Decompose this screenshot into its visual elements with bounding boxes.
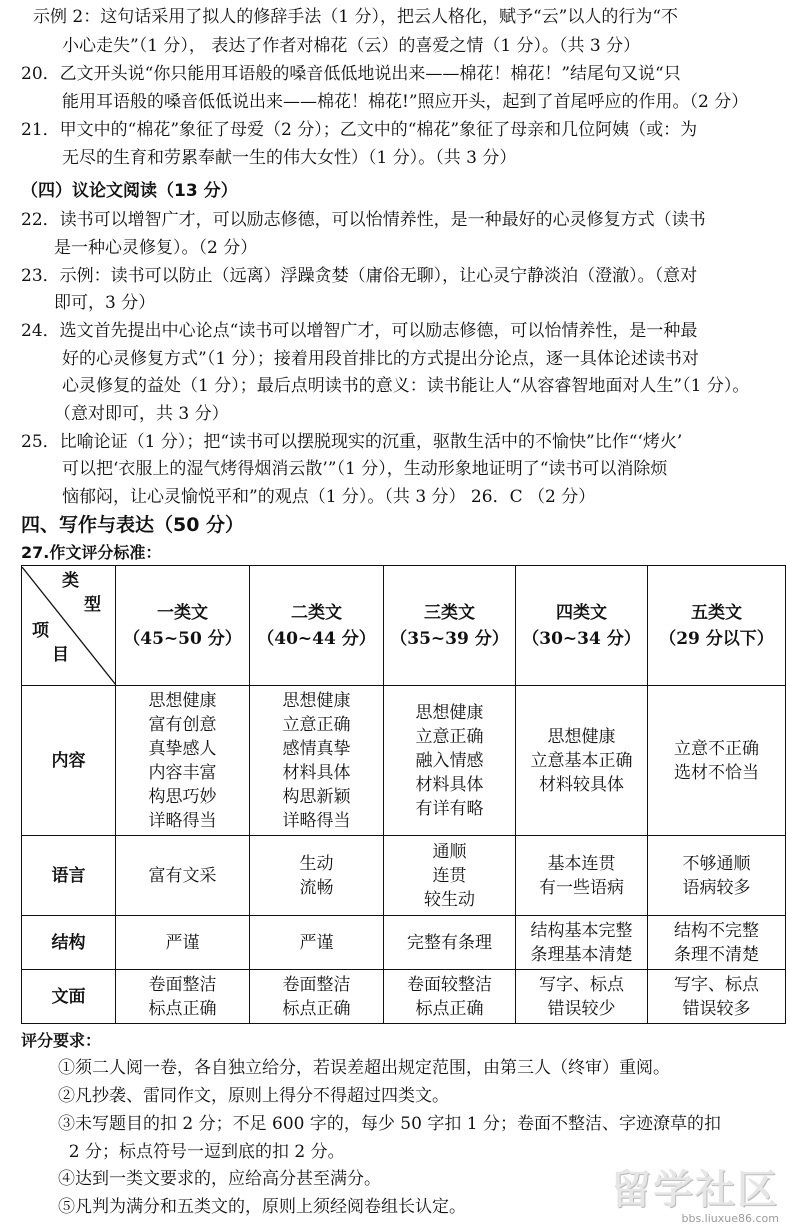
table-cell (648, 970, 786, 1024)
cell-line: 选材不恰当 (674, 762, 759, 783)
cell-line: 融入情感 (415, 750, 484, 771)
cell-line: 标点正确 (282, 998, 351, 1019)
cell-line: 基本连贯 (547, 853, 616, 874)
column-header: 三类文 （35~39 分） (384, 566, 516, 686)
cell-line: 卷面整洁 (148, 974, 217, 995)
answer-line: 恼郁闷，让心灵愉悦平和”的观点（1 分）。（共 3 分） 26．C （2 分） (62, 487, 596, 507)
cell-line: 立意正确 (282, 714, 351, 735)
cell-line: 标点正确 (148, 998, 217, 1019)
row-label: 语言 (22, 836, 116, 916)
corner-type-label: 类 (62, 570, 79, 591)
column-header: 一类文 （45~50 分） (116, 566, 250, 686)
cell-line: 条理基本清楚 (530, 944, 633, 965)
cell-line: 标点正确 (415, 998, 484, 1019)
row-label: 结构 (22, 916, 116, 970)
requirement-item: 2 分；标点符号一逗到底的扣 2 分。 (58, 1142, 345, 1162)
cell-line: 思想健康 (547, 726, 616, 747)
cell-line: 思想健康 (415, 702, 484, 723)
part-heading: 四、写作与表达（50 分） (21, 514, 245, 536)
answer-line: 23．示例：读书可以防止（远离）浮躁贪婪（庸俗无聊），让心灵宁静淡泊（澄澈）。（意对 (21, 266, 698, 286)
table-cell (516, 916, 648, 970)
cell-line: 较生动 (424, 889, 475, 910)
cell-line: 严谨 (165, 932, 200, 953)
cell-line: 真挚感人 (148, 738, 217, 759)
table-cell (648, 836, 786, 916)
cell-line: 有详有略 (415, 798, 484, 819)
cell-line: 富有文采 (148, 865, 217, 886)
cell-line: 富有创意 (148, 714, 217, 735)
cell-line: 流畅 (299, 877, 334, 898)
cell-line: 材料具体 (415, 774, 484, 795)
answer-line: 心灵修复的益处（1 分）；最后点明读书的意义：读书能让人“从容睿智地面对人生”（1 分）。 (62, 376, 750, 396)
table-row (22, 916, 786, 970)
cell-line: 完整有条理 (407, 932, 492, 953)
table-cell (384, 686, 516, 836)
requirements-title: 评分要求： (21, 1031, 102, 1050)
cell-line: 错误较多 (682, 998, 751, 1019)
table-row (22, 686, 786, 836)
cell-line: 写字、标点 (539, 974, 624, 995)
requirement-item: ③未写题目的扣 2 分；不足 600 字的，每少 50 字扣 1 分；卷面不整洁、字迹潦草的扣 (58, 1114, 721, 1134)
cell-line: 材料较具体 (539, 774, 624, 795)
cell-line: 感情真挚 (282, 738, 351, 759)
cell-line: 严谨 (299, 932, 334, 953)
table-cell (384, 970, 516, 1024)
requirement-item: ④达到一类文要求的，应给高分甚至满分。 (58, 1169, 381, 1189)
cell-line: 构思巧妙 (148, 786, 217, 807)
table-cell (648, 686, 786, 836)
table-row (22, 970, 786, 1024)
requirement-item: ①须二人阅一卷，各自独立给分，若误差超出规定范围，由第三人（终审）重阅。 (58, 1058, 670, 1078)
corner-item-label: 项 (32, 620, 49, 641)
cell-line: 不够通顺 (682, 853, 751, 874)
table-corner-cell (22, 566, 116, 686)
corner-type-label: 型 (84, 594, 101, 615)
cell-line: 详略得当 (148, 810, 217, 831)
cell-line: 立意基本正确 (530, 750, 633, 771)
answer-line: 25．比喻论证（1 分）；把“读书可以摆脱现实的沉重，驱散生活中的不愉快”比作“‘烤火’ (21, 432, 683, 452)
answer-line: 20．乙文开头说“你只能用耳语般的嗓音低低地说出来——棉花！棉花！”结尾句又说“只 (21, 64, 681, 84)
table-row (22, 836, 786, 916)
cell-line: 立意不正确 (674, 738, 759, 759)
answer-line: 小心走失”（1 分）， 表达了作者对棉花（云）的喜爱之情（1 分）。（共 3 分） (62, 36, 641, 56)
watermark (611, 1167, 779, 1225)
column-header: 二类文 （40~44 分） (250, 566, 384, 686)
cell-line: 卷面整洁 (282, 974, 351, 995)
cell-line: 卷面较整洁 (407, 974, 492, 995)
table-cell (648, 916, 786, 970)
answer-line: 示例 2：这句话采用了拟人的修辞手法（1 分），把云人格化，赋予“云”以人的行为“不 (33, 7, 679, 27)
table-cell (516, 836, 648, 916)
answer-line: 24．选文首先提出中心论点“读书可以增智广才，可以励志修德，可以怡情养性，是一种最 (21, 321, 698, 341)
cell-line: 语病较多 (682, 877, 751, 898)
answer-line: （意对即可，共 3 分） (54, 404, 229, 424)
cell-line: 错误较少 (547, 998, 616, 1019)
cell-line: 思想健康 (282, 690, 351, 711)
answer-line: 即可，3 分） (54, 293, 156, 313)
table-cell (250, 916, 384, 970)
criteria-title: 27.作文评分标准： (21, 543, 162, 562)
answer-line: 好的心灵修复方式”（1 分）；接着用段首排比的方式提出分论点，逐一具体论述读书对 (62, 349, 699, 369)
cell-line: 结构基本完整 (530, 920, 633, 941)
row-label: 内容 (22, 686, 116, 836)
table-cell (516, 970, 648, 1024)
cell-line: 立意正确 (415, 726, 484, 747)
cell-line: 写字、标点 (674, 974, 759, 995)
scoring-table (21, 565, 786, 1024)
table-cell (116, 686, 250, 836)
cell-line: 内容丰富 (148, 762, 217, 783)
cell-line: 有一些语病 (539, 877, 624, 898)
cell-line: 生动 (299, 853, 334, 874)
table-cell (516, 686, 648, 836)
answer-line: 21．甲文中的“棉花”象征了母爱（2 分）；乙文中的“棉花”象征了母亲和几位阿姨（或：为 (21, 120, 698, 140)
cell-line: 构思新颖 (282, 786, 351, 807)
requirement-item: ⑤凡判为满分和五类文的，原则上须经阅卷组长认定。 (58, 1197, 466, 1217)
answer-line: 能用耳语般的嗓音低低说出来——棉花！棉花!”照应开头，起到了首尾呼应的作用。（2 分） (62, 92, 749, 112)
cell-line: 条理不清楚 (674, 944, 759, 965)
watermark-url: bbs.liuxue86.com (681, 1212, 779, 1225)
table-cell (116, 970, 250, 1024)
row-label: 文面 (22, 970, 116, 1024)
answer-line: 是一种心灵修复）。（2 分） (54, 238, 258, 258)
answer-line: 可以把‘衣服上的湿气烤得烟消云散’”（1 分），生动形象地证明了“读书可以消除烦 (62, 459, 668, 479)
table-cell (250, 686, 384, 836)
table-cell (250, 836, 384, 916)
answer-line: 22．读书可以增智广才，可以励志修德，可以怡情养性，是一种最好的心灵修复方式（读书 (21, 210, 706, 230)
corner-item-label: 目 (52, 644, 69, 665)
column-header: 五类文 （29 分以下） (648, 566, 786, 686)
cell-line: 材料具体 (282, 762, 351, 783)
answer-line: 无尽的生育和劳累奉献一生的伟大女性）（1 分）。（共 3 分） (62, 148, 517, 168)
table-cell (116, 916, 250, 970)
cell-line: 连贯 (432, 865, 467, 886)
section-heading: （四）议论文阅读（13 分） (21, 181, 238, 201)
watermark-logo: 留学社区 (611, 1167, 779, 1213)
cell-line: 通顺 (432, 841, 467, 862)
table-cell (384, 916, 516, 970)
table-cell (116, 836, 250, 916)
table-cell (250, 970, 384, 1024)
column-header: 四类文 （30~34 分） (516, 566, 648, 686)
table-cell (384, 836, 516, 916)
requirement-item: ②凡抄袭、雷同作文，原则上得分不得超过四类文。 (58, 1086, 449, 1106)
cell-line: 思想健康 (148, 690, 217, 711)
cell-line: 详略得当 (282, 810, 351, 831)
cell-line: 结构不完整 (674, 920, 759, 941)
